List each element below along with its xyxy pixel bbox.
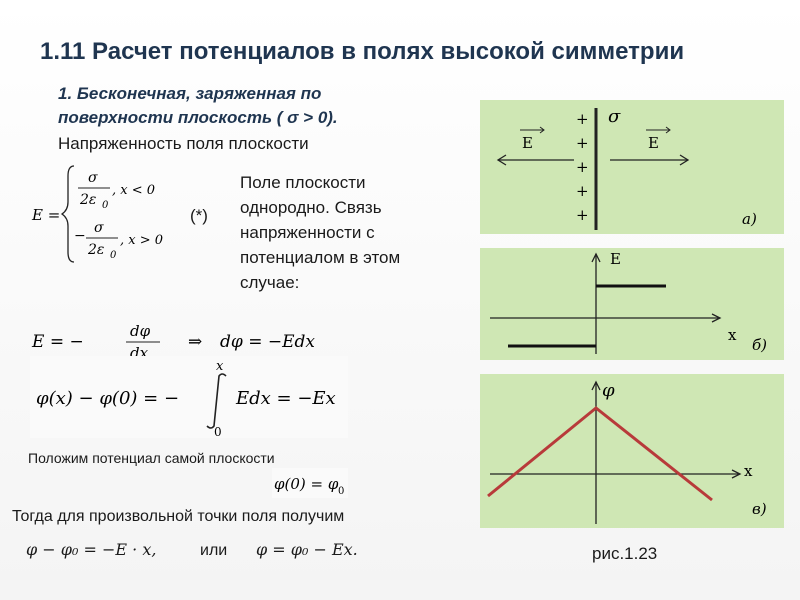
integral-rhs: Edx = −Ex — [236, 388, 336, 409]
gradient-num: dφ — [130, 322, 151, 340]
panel-a-label: а) — [742, 210, 757, 228]
figure-panel-a — [480, 100, 784, 234]
plus-sign: + — [576, 206, 589, 224]
page-title: 1.11 Расчет потенциалов в полях высокой симметрии — [40, 38, 685, 65]
figure-caption: рис.1.23 — [592, 544, 658, 563]
figure-panel-b — [480, 248, 784, 360]
phi0-formula — [272, 468, 348, 498]
integral-sign — [207, 374, 226, 428]
sigma-label: σ — [608, 106, 621, 127]
panel-c-label: в) — [752, 500, 767, 518]
piecewise-top-cond: , x < 0 — [112, 183, 156, 198]
e-right-label: E — [648, 134, 659, 152]
piecewise-brace — [62, 166, 74, 262]
gradient-arrow: ⇒ — [188, 332, 203, 352]
plus-sign: + — [576, 134, 589, 152]
integral-lhs: φ(x) − φ(0) = − — [36, 388, 180, 409]
e-left-label: E — [522, 134, 533, 152]
gradient-rhs: dφ = −Edx — [220, 332, 315, 352]
panel-c-y-label: φ — [602, 380, 615, 401]
integral-lower: 0 — [214, 425, 222, 438]
potential-line — [488, 408, 712, 500]
item-subtitle: Напряженность поля плоскости — [58, 134, 309, 153]
item-heading-line1: 1. Бесконечная, заряженная по — [58, 84, 322, 103]
item-heading — [58, 82, 338, 130]
piecewise-bot-cond: , x > 0 — [120, 233, 164, 248]
panel-b-y-label: E — [610, 250, 621, 268]
uniform-field-paragraph: Поле плоскости однородно. Связь напряженности с потенциалом в этом случае: — [240, 173, 401, 292]
or-word: или — [200, 542, 228, 559]
piecewise-top-den: 2ε — [80, 192, 97, 208]
integral-upper: x — [216, 359, 224, 374]
gradient-den: dx — [130, 344, 149, 360]
piecewise-bot-den-sub: 0 — [110, 250, 117, 261]
piecewise-bot-den: 2ε — [88, 242, 105, 258]
plus-sign: + — [576, 158, 589, 176]
piecewise-lhs: E = — [32, 206, 61, 224]
equation-mark: (*) — [190, 206, 208, 225]
item-heading-line2: поверхности плоскость ( σ > 0). — [58, 108, 338, 127]
integral-formula — [30, 356, 348, 438]
piecewise-top-num: σ — [88, 170, 98, 186]
final-formula-1: φ − φ₀ = −E · x, — [26, 540, 157, 559]
panel-b-x-label: x — [728, 326, 737, 344]
phi0-text: φ(0) = φ — [274, 475, 339, 493]
phi0-sub: 0 — [338, 486, 345, 497]
piecewise-top-den-sub: 0 — [102, 200, 109, 211]
final-formula-2: φ = φ₀ − Ex. — [256, 540, 358, 559]
piecewise-bot-num: σ — [94, 220, 104, 236]
plus-sign: + — [576, 110, 589, 128]
gradient-lhs: E = − — [32, 332, 84, 352]
caption-arbitrary-point: Тогда для произвольной точки поля получим — [12, 508, 345, 525]
gradient-formula — [28, 320, 358, 360]
piecewise-formula — [28, 158, 188, 270]
panel-b-label: б) — [752, 336, 768, 354]
panel-c-x-label: x — [744, 462, 753, 480]
plus-sign: + — [576, 182, 589, 200]
caption-plane-potential: Положим потенциал самой плоскости — [28, 450, 275, 466]
piecewise-bot-sign: − — [74, 228, 86, 244]
figure-panel-c — [480, 374, 784, 528]
